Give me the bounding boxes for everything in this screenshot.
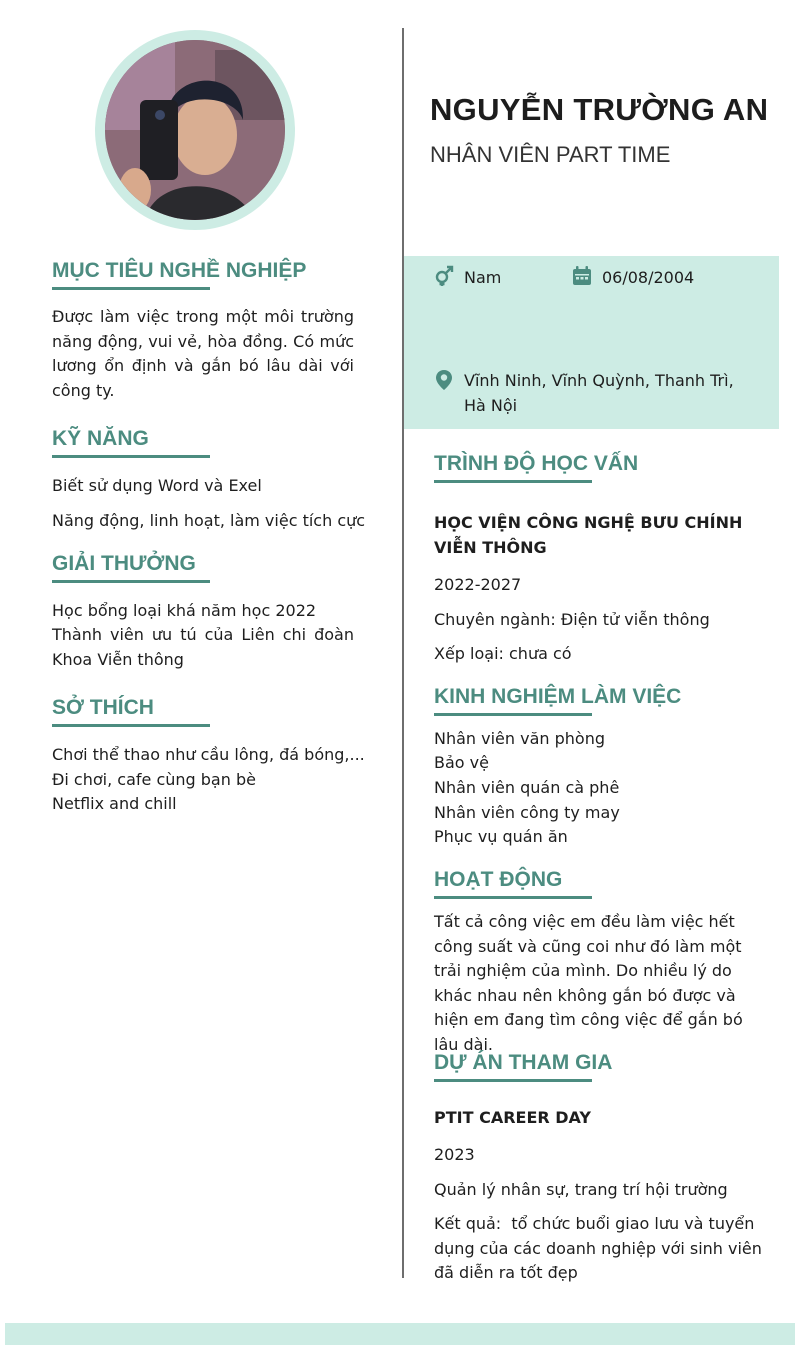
education-years: 2022-2027: [434, 575, 522, 594]
experience-item: Nhân viên văn phòng: [434, 729, 606, 748]
hobbies-underline: [52, 724, 210, 727]
education-title: TRÌNH ĐỘ HỌC VẤN: [434, 452, 639, 475]
objective-text: Được làm việc trong một môi trường năng động, vui vẻ, hòa đồng. Có mức lương ổn định và gắn bó lâu dài với công ty.: [52, 307, 354, 400]
experience-underline: [434, 713, 592, 716]
education-rank: Xếp loại: chưa có: [434, 644, 572, 663]
activities-underline: [434, 896, 592, 899]
projects-underline: [434, 1079, 592, 1082]
column-divider: [402, 28, 404, 1278]
calendar-icon: [572, 265, 592, 291]
awards-underline: [52, 580, 210, 583]
school-name: HỌC VIỆN CÔNG NGHỆ BƯU CHÍNH VIỄN THÔNG: [434, 513, 743, 557]
award-item: Học bổng loại khá năm học 2022: [52, 601, 317, 620]
skill-item: Năng động, linh hoạt, làm việc tích cực: [52, 511, 366, 530]
skills-title: KỸ NĂNG: [52, 427, 149, 450]
job-title: NHÂN VIÊN PART TIME: [430, 142, 671, 167]
avatar: [105, 40, 285, 220]
hobbies-title: SỞ THÍCH: [52, 696, 154, 719]
activities-title: HOẠT ĐỘNG: [434, 868, 563, 891]
objective-underline: [52, 287, 210, 290]
candidate-name: NGUYỄN TRƯỜNG AN: [430, 92, 769, 127]
education-major: Chuyên ngành: Điện tử viễn thông: [434, 610, 710, 629]
project-role: Quản lý nhân sự, trang trí hội trường: [434, 1180, 728, 1199]
skill-item: Biết sử dụng Word và Exel: [52, 476, 262, 495]
project-name: PTIT CAREER DAY: [434, 1108, 591, 1127]
awards-title: GIẢI THƯỞNG: [52, 552, 196, 575]
avatar-photo: [105, 40, 285, 220]
project-result: Kết quả: tổ chức buổi giao lưu và tuyển dụng của các doanh nghiệp với sinh viên đã diễn ra tốt đẹp: [434, 1214, 768, 1282]
activities-text: Tất cả công việc em đều làm việc hết công suất và cũng coi như đó làm một trải nghiệm của mình. Do nhiều lý do khác nhau nên không gắn bó được và hiện em đang tìm công việc để gắn bó lâu dài.: [434, 912, 743, 1054]
experience-title: KINH NGHIỆM LÀM VIỆC: [434, 685, 682, 708]
projects-title: DỰ ÁN THAM GIA: [434, 1051, 613, 1074]
education-underline: [434, 480, 592, 483]
hobby-item: Netflix and chill: [52, 794, 177, 813]
hobby-item: Đi chơi, cafe cùng bạn bè: [52, 770, 256, 789]
award-item: Thành viên ưu tú của Liên chi đoàn Khoa Viễn thông: [52, 625, 354, 669]
objective-title: MỤC TIÊU NGHỀ NGHIỆP: [52, 259, 307, 282]
experience-item: Phục vụ quán ăn: [434, 827, 568, 846]
gender-icon: [434, 265, 456, 292]
location-pin-icon: [435, 369, 453, 396]
experience-item: Bảo vệ: [434, 753, 489, 772]
skills-underline: [52, 455, 210, 458]
experience-item: Nhân viên quán cà phê: [434, 778, 620, 797]
address-value: Vĩnh Ninh, Vĩnh Quỳnh, Thanh Trì, Hà Nội: [464, 371, 734, 415]
birthday-value: 06/08/2004: [602, 268, 695, 287]
experience-item: Nhân viên công ty may: [434, 803, 620, 822]
project-year: 2023: [434, 1145, 475, 1164]
footer-bar: [5, 1323, 795, 1345]
gender-value: Nam: [464, 268, 502, 287]
hobby-item: Chơi thể thao như cầu lông, đá bóng,...: [52, 745, 365, 764]
